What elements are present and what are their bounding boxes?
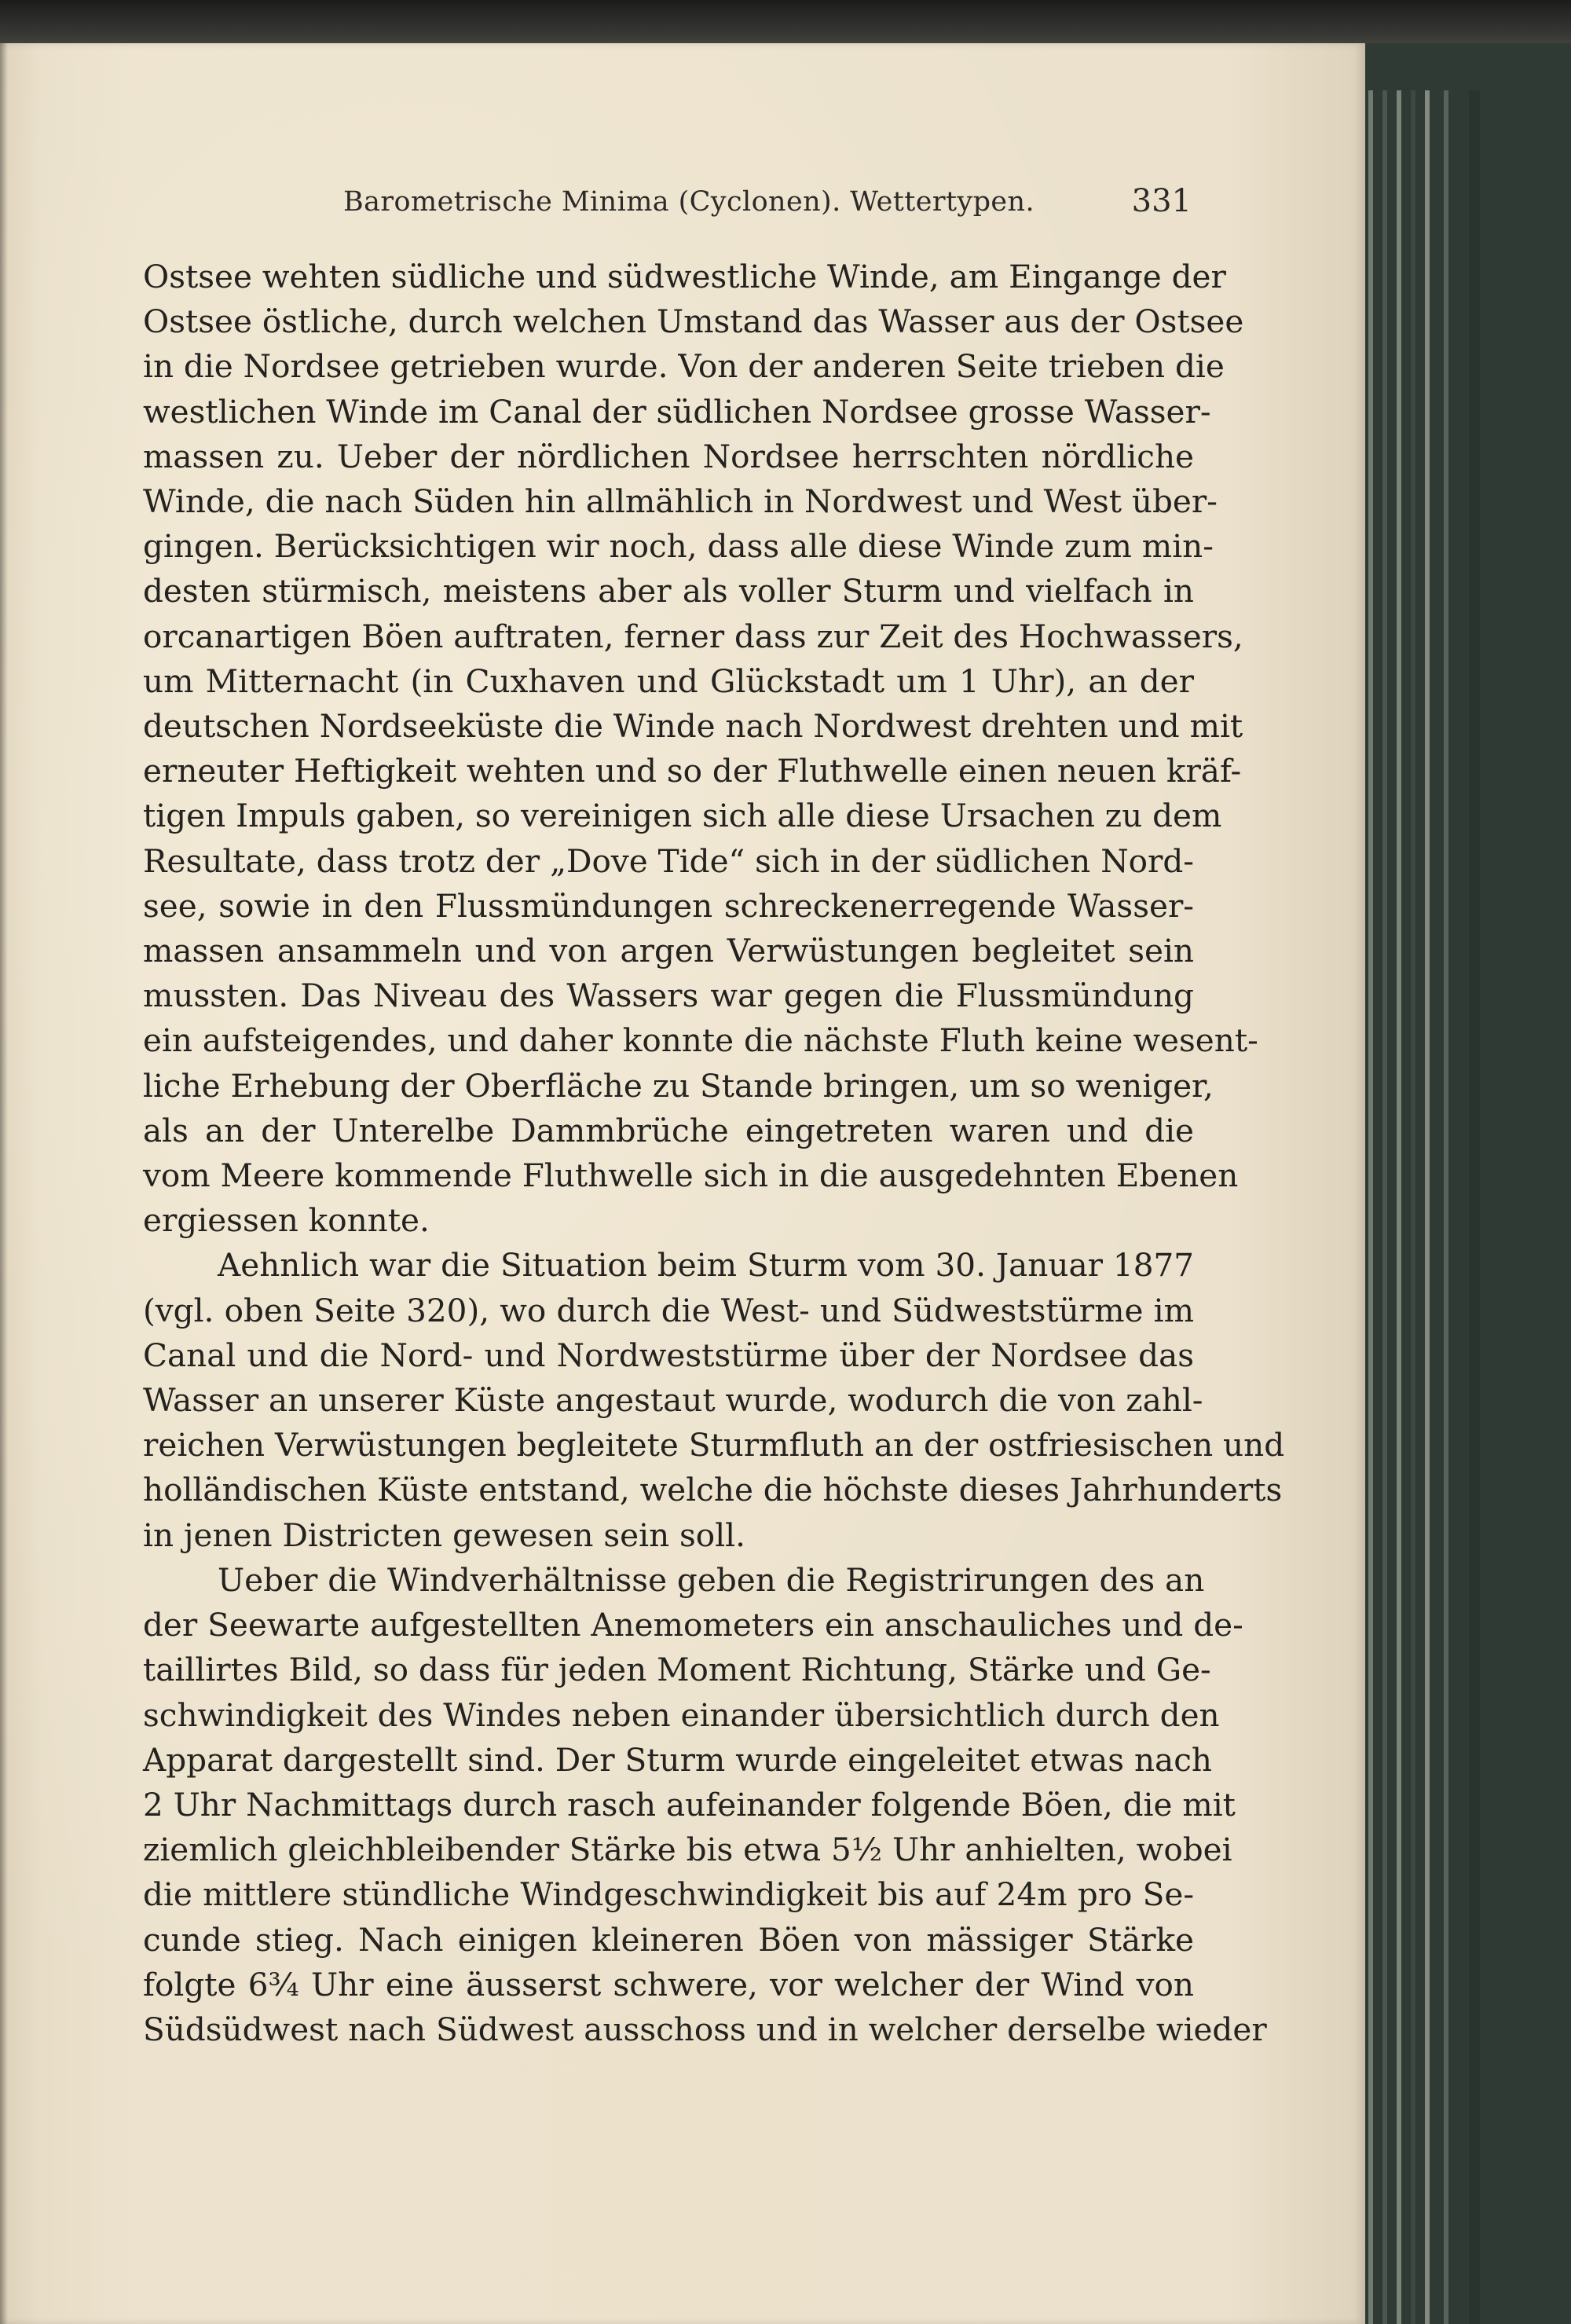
text-line: see, sowie in den Flussmündungen schreckenerregende Wasser- (143, 886, 1194, 925)
text-line: ziemlich gleichbleibender Stärke bis etwa 5½ Uhr anhielten, wobei (143, 1831, 1232, 1869)
page-edge-line (1425, 90, 1430, 2324)
text-line: (vgl. oben Seite 320), wo durch die West- und Südweststürme im (143, 1291, 1194, 1329)
page-edge-line (1444, 90, 1448, 2324)
page-edge-line (1368, 90, 1373, 2324)
page-edge-line (1382, 90, 1387, 2324)
text-line: erneuter Heftigkeit wehten und so der Fluthwelle einen neuen kräf- (143, 752, 1242, 790)
text-line: mussten. Das Niveau des Wassers war gegen die Flussmündung (143, 977, 1194, 1015)
text-line: orcanartigen Böen auftraten, ferner dass zur Zeit des Hochwassers, (143, 617, 1243, 655)
text-line: um Mitternacht (in Cuxhaven und Glückstadt um 1 Uhr), an der (143, 662, 1194, 700)
text-line: taillirtes Bild, so dass für jeden Moment Richtung, Stärke und Ge- (143, 1651, 1211, 1689)
page-edge-line (1397, 90, 1401, 2324)
text-line: schwindigkeit des Windes neben einander übersichtlich durch den (143, 1695, 1220, 1734)
text-line: Wasser an unserer Küste angestaut wurde, wodurch die von zahl- (143, 1381, 1203, 1420)
text-line: 2 Uhr Nachmittags durch rasch aufeinander folgende Böen, die mit (143, 1785, 1236, 1824)
text-line: holländischen Küste entstand, welche die höchste dieses Jahrhunderts (143, 1471, 1283, 1509)
text-line: Südsüdwest nach Südwest ausschoss und in welcher derselbe wieder (143, 2010, 1267, 2048)
paragraph-1 (143, 255, 1258, 1243)
text-line: Canal und die Nord- und Nordweststürme über der Nordsee das (143, 1336, 1194, 1374)
text-line: Ostsee östliche, durch welchen Umstand das Wasser aus der Ostsee (143, 302, 1244, 341)
text-line: der Seewarte aufgestellten Anemometers ein anschauliches und de- (143, 1606, 1243, 1644)
page-number: 331 (1131, 183, 1192, 219)
text-line: in die Nordsee getrieben wurde. Von der anderen Seite trieben die (143, 347, 1225, 386)
text-line: die mittlere stündliche Windgeschwindigkeit bis auf 24m pro Se- (143, 1875, 1194, 1914)
page-edge-line (1469, 90, 1480, 2324)
text-line: Ostsee wehten südliche und südwestliche Winde, am Eingange der (143, 258, 1226, 295)
text-line: ergiessen konnte. (143, 1201, 430, 1240)
text-line: deutschen Nordseeküste die Winde nach Nordwest drehten und mit (143, 707, 1243, 746)
text-line: tigen Impuls gaben, so vereinigen sich alle diese Ursachen zu dem (143, 797, 1222, 835)
text-line: gingen. Berücksichtigen wir noch, dass alle diese Winde zum min- (143, 527, 1214, 566)
body-text (143, 255, 1285, 2052)
paragraph-3 (143, 1558, 1267, 2052)
text-line: ein aufsteigendes, und daher konnte die nächste Fluth keine wesent- (143, 1021, 1258, 1060)
text-line: reichen Verwüstungen begleitete Sturmfluth an der ostfriesischen und (143, 1426, 1285, 1464)
text-line: Resultate, dass trotz der „Dove Tide“ sich in der südlichen Nord- (143, 841, 1194, 880)
text-line: westlichen Winde im Canal der südlichen Nordsee grosse Wasser- (143, 392, 1211, 431)
text-line: Apparat dargestellt sind. Der Sturm wurde eingeleitet etwas nach (143, 1740, 1212, 1779)
running-title: Barometrische Minima (Cyclonen). Wettertypen. (343, 186, 1035, 218)
text-line: Aehnlich war die Situation beim Sturm vom 30. Januar 1877 (218, 1246, 1194, 1285)
paragraph-2 (143, 1243, 1285, 1557)
text-line: Winde, die nach Süden hin allmählich in Nordwest und West über- (143, 482, 1218, 521)
text-line: liche Erhebung der Oberfläche zu Stande bringen, um so weniger, (143, 1066, 1214, 1105)
text-line: massen zu. Ueber der nördlichen Nordsee herrschten nördliche (143, 437, 1194, 475)
text-line: als an der Unterelbe Dammbrüche eingetreten waren und die (143, 1111, 1194, 1149)
book-page-edges (1359, 43, 1571, 2324)
text-line: in jenen Districten gewesen sein soll. (143, 1516, 745, 1554)
text-line: vom Meere kommende Fluthwelle sich in die ausgedehnten Ebenen (143, 1157, 1239, 1195)
text-line: folgte 6¾ Uhr eine äusserst schwere, vor welcher der Wind von (143, 1965, 1194, 2003)
text-line: massen ansammeln und von argen Verwüstungen begleitet sein (143, 932, 1194, 970)
page-header (343, 183, 1192, 233)
text-line: cunde stieg. Nach einigen kleineren Böen von mässiger Stärke (143, 1920, 1194, 1959)
text-line: desten stürmisch, meistens aber als voller Sturm und vielfach in (143, 572, 1194, 610)
page-edge-line (1411, 90, 1415, 2324)
page-gutter-shadow (0, 43, 8, 2324)
text-line: Ueber die Windverhältnisse geben die Registrirungen des an (218, 1560, 1205, 1599)
